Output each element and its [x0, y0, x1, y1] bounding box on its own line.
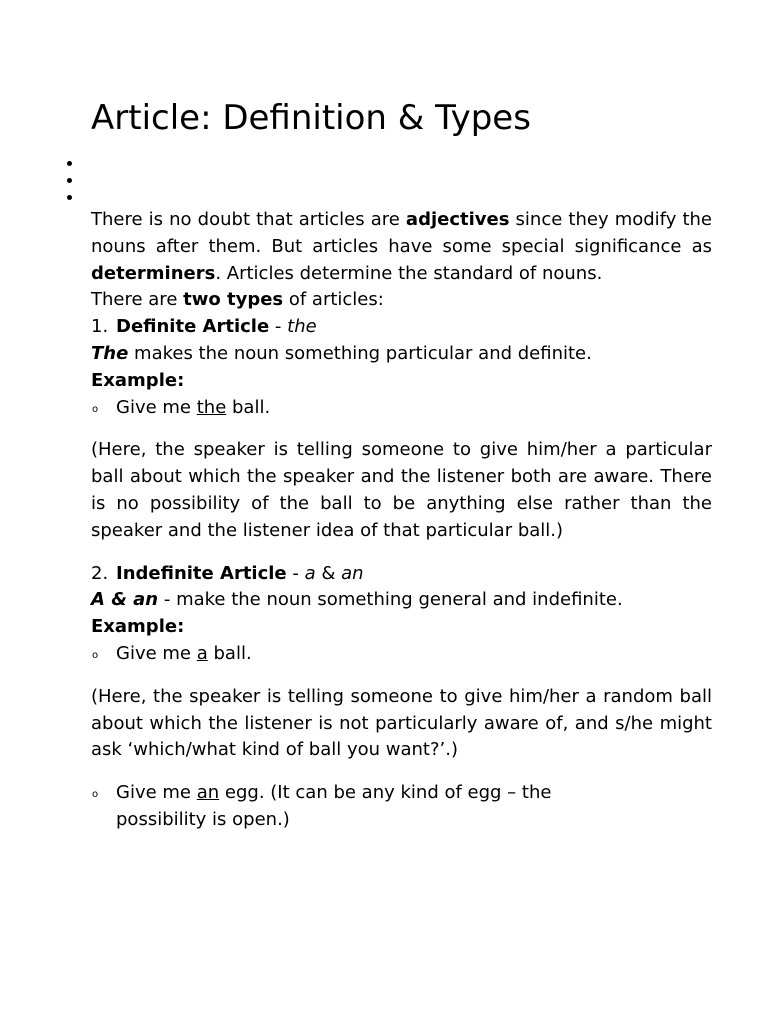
bullet-dot-icon	[67, 195, 72, 200]
example-text: egg. (It can be any kind of egg – the possibility is open.)	[116, 782, 552, 830]
indefinite-explanation: (Here, the speaker is telling someone to give him/her a random ball about which the listener is not particularly aware of, and s/he might ask ‘which/what kind of ball you want?’.)	[91, 685, 712, 761]
definite-word: the	[287, 316, 317, 338]
intro-text: . Articles determine the standard of nouns.	[215, 262, 603, 284]
indefinite-desc-text: - make the noun something general and indefinite.	[158, 589, 623, 611]
intro-bold-adjectives: adjectives	[405, 209, 510, 230]
types-line	[91, 287, 712, 314]
example-text: Give me	[116, 782, 197, 804]
indefinite-word-a: a	[304, 562, 316, 584]
bullet-dot-icon	[67, 161, 72, 166]
definite-example-label: Example:	[91, 369, 185, 391]
types-bold: two types	[183, 289, 284, 311]
example-underlined-word: the	[196, 396, 227, 418]
circle-bullet-icon: o	[92, 789, 99, 801]
indefinite-desc-bold: A & an	[91, 589, 159, 611]
example-underlined-word: a	[196, 642, 208, 664]
definite-heading-label: Definite Article	[116, 316, 270, 338]
indefinite-example-item	[91, 641, 712, 668]
example-text: Give me	[116, 396, 197, 418]
article-body	[91, 207, 712, 834]
indefinite-word-an: an	[341, 562, 364, 584]
list-number: 2.	[91, 562, 109, 584]
indefinite-heading	[91, 561, 712, 588]
definite-desc-bold: The	[91, 342, 129, 364]
intro-text: There is no doubt that articles are	[91, 209, 406, 230]
definite-description	[91, 341, 712, 368]
heading-dash: -	[286, 562, 305, 584]
page-title: Article: Definition & Types	[91, 98, 531, 138]
example-underlined-word: an	[196, 782, 220, 804]
circle-bullet-icon: o	[92, 649, 99, 661]
intro-text: since they modify the nouns after them. But articles have some special significance as	[91, 209, 712, 257]
indefinite-description	[91, 587, 712, 614]
indefinite-example-item	[91, 780, 712, 834]
heading-ampersand: &	[315, 562, 342, 584]
definite-heading	[91, 314, 712, 341]
definite-explanation: (Here, the speaker is telling someone to give him/her a particular ball about which the speaker and the listener both are aware. There is no possibility of the ball to be anything else rather than the speaker and the listener idea of that particular ball.)	[91, 439, 712, 541]
example-text: ball.	[226, 396, 271, 418]
intro-paragraph	[91, 207, 712, 287]
indefinite-heading-label: Indefinite Article	[116, 562, 287, 584]
intro-bold-determiners: determiners	[91, 262, 216, 284]
list-number: 1.	[91, 316, 109, 338]
example-text: Give me	[116, 642, 197, 664]
bullet-dot-icon	[67, 178, 72, 183]
definite-example-item	[91, 395, 712, 422]
indefinite-example-label: Example:	[91, 616, 185, 638]
heading-dash: -	[269, 316, 288, 338]
circle-bullet-icon: o	[92, 403, 99, 415]
types-text: of articles:	[283, 289, 384, 311]
example-text: ball.	[207, 642, 252, 664]
types-text: There are	[91, 289, 184, 311]
definite-desc-text: makes the noun something particular and definite.	[128, 342, 592, 364]
